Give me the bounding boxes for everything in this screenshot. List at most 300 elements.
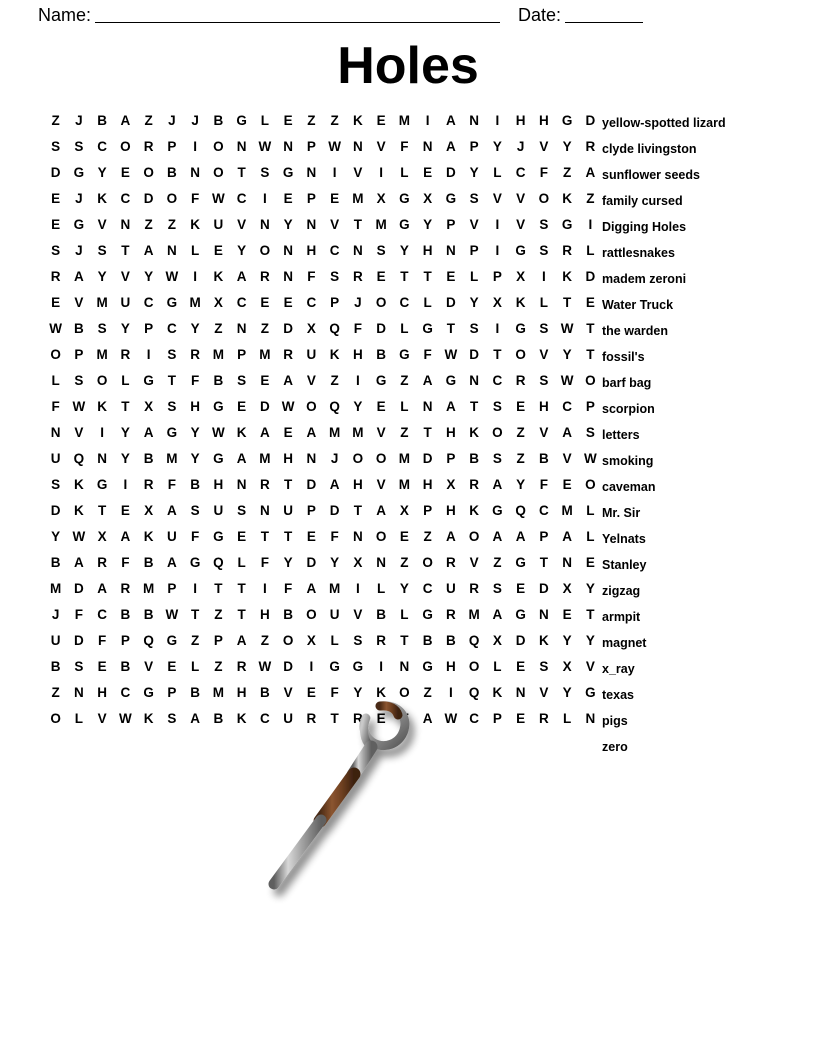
word-list-item[interactable]: x_ray — [602, 662, 635, 676]
word-list-item[interactable]: letters — [602, 428, 640, 442]
grid-cell[interactable]: K — [469, 503, 479, 518]
grid-cell[interactable]: X — [492, 633, 502, 648]
grid-cell[interactable]: B — [213, 373, 224, 388]
grid-cell[interactable]: V — [376, 477, 386, 492]
grid-cell[interactable]: P — [237, 347, 247, 362]
grid-cell[interactable]: T — [563, 295, 572, 310]
grid-cell[interactable]: T — [214, 581, 223, 596]
grid-cell[interactable]: W — [560, 321, 574, 336]
grid-cell[interactable]: Z — [191, 633, 200, 648]
grid-cell[interactable]: L — [400, 399, 409, 414]
word-list-item[interactable]: pigs — [602, 714, 628, 728]
grid-cell[interactable]: A — [562, 529, 572, 544]
date-input-line[interactable] — [565, 7, 643, 23]
word-list-item[interactable]: caveman — [602, 480, 656, 494]
grid-cell[interactable]: B — [97, 113, 107, 128]
grid-cell[interactable]: B — [283, 607, 293, 622]
grid-cell[interactable]: X — [213, 295, 223, 310]
grid-cell[interactable]: F — [98, 633, 107, 648]
grid-cell[interactable]: I — [541, 269, 546, 284]
grid-cell[interactable]: Z — [167, 217, 176, 232]
grid-cell[interactable]: S — [74, 139, 84, 154]
grid-cell[interactable]: R — [539, 711, 549, 726]
grid-cell[interactable]: H — [422, 477, 433, 492]
grid-cell[interactable]: L — [260, 113, 269, 128]
grid-cell[interactable]: Y — [190, 425, 200, 440]
grid-cell[interactable]: E — [516, 399, 526, 414]
grid-cell[interactable]: L — [563, 711, 572, 726]
grid-cell[interactable]: Y — [330, 555, 340, 570]
grid-cell[interactable]: U — [283, 711, 293, 726]
word-list-item[interactable]: texas — [602, 688, 634, 702]
grid-cell[interactable]: S — [469, 321, 479, 336]
grid-cell[interactable]: O — [585, 477, 596, 492]
grid-cell[interactable]: V — [516, 191, 526, 206]
grid-cell[interactable]: O — [492, 425, 503, 440]
grid-cell[interactable]: R — [120, 581, 131, 596]
grid-cell[interactable]: O — [306, 607, 317, 622]
grid-cell[interactable]: D — [74, 633, 84, 648]
grid-cell[interactable]: V — [97, 217, 107, 232]
grid-cell[interactable]: O — [306, 399, 317, 414]
grid-cell[interactable]: E — [283, 191, 293, 206]
grid-cell[interactable]: Z — [516, 425, 525, 440]
grid-cell[interactable]: Z — [493, 555, 502, 570]
grid-cell[interactable]: G — [515, 243, 526, 258]
grid-cell[interactable]: Z — [330, 373, 339, 388]
grid-cell[interactable]: E — [306, 529, 316, 544]
grid-cell[interactable]: I — [193, 269, 197, 284]
grid-cell[interactable]: O — [538, 191, 550, 206]
grid-cell[interactable]: E — [167, 659, 177, 674]
word-list-item[interactable]: family cursed — [602, 194, 683, 208]
grid-cell[interactable]: A — [283, 373, 293, 388]
grid-cell[interactable]: G — [399, 347, 410, 362]
grid-cell[interactable]: F — [353, 321, 362, 336]
grid-cell[interactable]: O — [166, 191, 178, 206]
grid-cell[interactable]: M — [189, 295, 201, 310]
grid-cell[interactable]: D — [376, 321, 386, 336]
grid-cell[interactable]: A — [329, 477, 340, 492]
grid-cell[interactable]: K — [562, 191, 572, 206]
grid-cell[interactable]: E — [120, 165, 130, 180]
grid-cell[interactable]: L — [586, 529, 595, 544]
grid-cell[interactable]: V — [539, 685, 549, 700]
grid-cell[interactable]: P — [492, 711, 502, 726]
grid-cell[interactable]: R — [236, 659, 247, 674]
grid-cell[interactable]: X — [399, 503, 409, 518]
grid-cell[interactable]: P — [120, 633, 130, 648]
grid-cell[interactable]: T — [539, 555, 548, 570]
grid-cell[interactable]: M — [398, 477, 410, 492]
grid-cell[interactable]: K — [329, 347, 340, 362]
grid-cell[interactable]: U — [446, 581, 456, 596]
grid-cell[interactable]: Y — [562, 633, 572, 648]
grid-cell[interactable]: E — [283, 295, 293, 310]
grid-cell[interactable]: N — [306, 451, 317, 466]
grid-cell[interactable]: I — [379, 659, 383, 674]
grid-cell[interactable]: X — [516, 269, 526, 284]
grid-cell[interactable]: L — [237, 555, 246, 570]
grid-cell[interactable]: I — [495, 243, 500, 258]
grid-cell[interactable]: K — [97, 191, 107, 206]
grid-cell[interactable]: C — [167, 321, 177, 336]
grid-cell[interactable]: R — [562, 243, 572, 258]
grid-cell[interactable]: S — [74, 659, 84, 674]
grid-cell[interactable]: B — [143, 555, 154, 570]
grid-cell[interactable]: H — [353, 477, 363, 492]
grid-cell[interactable]: M — [212, 347, 224, 362]
grid-cell[interactable]: G — [399, 191, 410, 206]
grid-cell[interactable]: D — [283, 321, 293, 336]
grid-cell[interactable]: T — [191, 607, 200, 622]
grid-cell[interactable]: N — [539, 607, 549, 622]
grid-cell[interactable]: H — [515, 113, 526, 128]
grid-cell[interactable]: E — [260, 373, 270, 388]
grid-cell[interactable]: C — [120, 685, 131, 700]
grid-cell[interactable]: W — [258, 659, 272, 674]
grid-cell[interactable]: X — [423, 191, 433, 206]
grid-cell[interactable]: T — [423, 425, 432, 440]
grid-cell[interactable]: C — [329, 243, 340, 258]
grid-cell[interactable]: G — [96, 477, 108, 492]
grid-cell[interactable]: C — [492, 373, 503, 388]
grid-cell[interactable]: K — [353, 113, 363, 128]
grid-cell[interactable]: R — [190, 347, 200, 362]
grid-cell[interactable]: A — [446, 399, 456, 414]
grid-cell[interactable]: D — [50, 503, 61, 518]
grid-cell[interactable]: R — [469, 581, 479, 596]
grid-cell[interactable]: A — [446, 139, 456, 154]
grid-cell[interactable]: Y — [120, 451, 130, 466]
grid-cell[interactable]: L — [400, 607, 409, 622]
grid-cell[interactable]: Y — [423, 217, 433, 232]
grid-cell[interactable]: E — [51, 191, 61, 206]
grid-cell[interactable]: Z — [516, 451, 525, 466]
grid-cell[interactable]: R — [353, 711, 363, 726]
grid-cell[interactable]: R — [283, 347, 293, 362]
grid-cell[interactable]: J — [354, 295, 362, 310]
grid-cell[interactable]: R — [120, 347, 131, 362]
grid-cell[interactable]: J — [75, 243, 83, 258]
grid-cell[interactable]: V — [237, 217, 247, 232]
grid-cell[interactable]: R — [143, 477, 154, 492]
grid-cell[interactable]: P — [213, 633, 223, 648]
grid-cell[interactable]: A — [143, 243, 154, 258]
grid-cell[interactable]: G — [515, 607, 526, 622]
grid-cell[interactable]: C — [236, 295, 247, 310]
grid-cell[interactable]: I — [262, 191, 267, 206]
grid-cell[interactable]: S — [469, 191, 479, 206]
grid-cell[interactable]: S — [51, 243, 61, 258]
grid-cell[interactable]: N — [422, 399, 433, 414]
grid-cell[interactable]: B — [469, 451, 479, 466]
grid-cell[interactable]: C — [515, 165, 526, 180]
grid-cell[interactable]: G — [282, 165, 294, 180]
grid-cell[interactable]: K — [143, 711, 154, 726]
grid-cell[interactable]: A — [492, 477, 503, 492]
grid-cell[interactable]: A — [422, 373, 433, 388]
grid-cell[interactable]: N — [353, 529, 363, 544]
grid-cell[interactable]: R — [446, 555, 456, 570]
grid-cell[interactable]: H — [260, 607, 270, 622]
grid-cell[interactable]: E — [330, 191, 340, 206]
grid-cell[interactable]: S — [492, 581, 502, 596]
grid-cell[interactable]: W — [212, 425, 225, 440]
grid-cell[interactable]: Z — [51, 113, 60, 128]
grid-cell[interactable]: A — [236, 269, 247, 284]
grid-cell[interactable]: D — [283, 659, 293, 674]
grid-cell[interactable]: I — [262, 581, 267, 596]
grid-cell[interactable]: A — [74, 555, 84, 570]
grid-cell[interactable]: A — [143, 425, 154, 440]
grid-cell[interactable]: P — [167, 581, 177, 596]
grid-cell[interactable]: Q — [329, 321, 340, 336]
grid-cell[interactable]: J — [168, 113, 176, 128]
word-list-item[interactable]: Digging Holes — [602, 220, 687, 234]
grid-cell[interactable]: G — [213, 529, 224, 544]
grid-cell[interactable]: A — [562, 425, 572, 440]
grid-cell[interactable]: G — [143, 373, 154, 388]
grid-cell[interactable]: S — [353, 633, 363, 648]
grid-cell[interactable]: X — [97, 529, 107, 544]
grid-cell[interactable]: E — [51, 217, 61, 232]
grid-cell[interactable]: C — [236, 191, 247, 206]
grid-cell[interactable]: Y — [190, 321, 200, 336]
grid-cell[interactable]: V — [283, 685, 293, 700]
grid-cell[interactable]: P — [306, 191, 316, 206]
grid-cell[interactable]: E — [97, 659, 107, 674]
grid-cell[interactable]: V — [353, 607, 363, 622]
grid-cell[interactable]: D — [446, 295, 456, 310]
grid-cell[interactable]: T — [237, 607, 246, 622]
grid-cell[interactable]: M — [561, 503, 573, 518]
grid-cell[interactable]: W — [444, 711, 458, 726]
grid-cell[interactable]: E — [446, 269, 456, 284]
grid-cell[interactable]: S — [190, 503, 200, 518]
grid-cell[interactable]: G — [422, 659, 433, 674]
grid-cell[interactable]: V — [120, 269, 130, 284]
grid-cell[interactable]: S — [492, 451, 502, 466]
grid-cell[interactable]: G — [236, 113, 247, 128]
grid-cell[interactable]: T — [493, 347, 502, 362]
grid-cell[interactable]: W — [584, 451, 597, 466]
grid-cell[interactable]: I — [193, 581, 197, 596]
grid-cell[interactable]: S — [237, 503, 247, 518]
grid-cell[interactable]: P — [469, 139, 479, 154]
grid-cell[interactable]: Y — [469, 295, 479, 310]
grid-cell[interactable]: X — [446, 477, 456, 492]
grid-cell[interactable]: I — [495, 321, 500, 336]
grid-cell[interactable]: Y — [283, 555, 293, 570]
grid-cell[interactable]: G — [422, 607, 433, 622]
grid-cell[interactable]: L — [539, 295, 548, 310]
grid-cell[interactable]: F — [74, 607, 83, 622]
grid-cell[interactable]: N — [190, 165, 200, 180]
grid-cell[interactable]: E — [376, 711, 386, 726]
grid-cell[interactable]: B — [213, 711, 224, 726]
grid-cell[interactable]: H — [539, 399, 549, 414]
word-list-item[interactable]: sunflower seeds — [602, 168, 700, 182]
grid-cell[interactable]: A — [260, 425, 270, 440]
grid-cell[interactable]: O — [352, 451, 364, 466]
grid-cell[interactable]: N — [283, 269, 293, 284]
grid-cell[interactable]: A — [515, 529, 526, 544]
grid-cell[interactable]: A — [167, 503, 177, 518]
grid-cell[interactable]: E — [237, 399, 247, 414]
grid-cell[interactable]: T — [400, 633, 409, 648]
grid-cell[interactable]: Y — [97, 269, 107, 284]
grid-cell[interactable]: B — [213, 113, 224, 128]
grid-cell[interactable]: J — [75, 113, 83, 128]
grid-cell[interactable]: Y — [353, 685, 363, 700]
grid-cell[interactable]: H — [236, 685, 247, 700]
grid-cell[interactable]: N — [469, 113, 479, 128]
grid-cell[interactable]: Z — [214, 659, 223, 674]
grid-cell[interactable]: G — [329, 659, 340, 674]
grid-cell[interactable]: A — [74, 269, 84, 284]
grid-cell[interactable]: O — [50, 711, 61, 726]
grid-cell[interactable]: D — [539, 581, 549, 596]
grid-cell[interactable]: P — [167, 685, 177, 700]
grid-cell[interactable]: G — [213, 399, 224, 414]
grid-cell[interactable]: F — [121, 555, 130, 570]
grid-cell[interactable]: B — [376, 347, 386, 362]
grid-cell[interactable]: Z — [260, 321, 269, 336]
word-list-item[interactable]: rattlesnakes — [602, 246, 675, 260]
grid-cell[interactable]: O — [213, 165, 224, 180]
grid-cell[interactable]: Y — [399, 581, 409, 596]
grid-cell[interactable]: Y — [51, 529, 61, 544]
grid-cell[interactable]: K — [74, 503, 84, 518]
grid-cell[interactable]: T — [446, 321, 455, 336]
grid-cell[interactable]: W — [444, 347, 458, 362]
grid-cell[interactable]: Z — [563, 165, 572, 180]
grid-cell[interactable]: A — [236, 633, 247, 648]
grid-cell[interactable]: M — [352, 425, 364, 440]
grid-cell[interactable]: A — [306, 581, 317, 596]
grid-cell[interactable]: R — [585, 139, 596, 154]
grid-cell[interactable]: B — [190, 685, 200, 700]
grid-cell[interactable]: Z — [400, 373, 409, 388]
grid-cell[interactable]: V — [330, 217, 340, 232]
grid-cell[interactable]: Y — [562, 139, 572, 154]
grid-cell[interactable]: G — [352, 659, 364, 674]
grid-cell[interactable]: Y — [120, 321, 130, 336]
grid-cell[interactable]: T — [330, 711, 339, 726]
grid-cell[interactable]: W — [212, 191, 225, 206]
grid-cell[interactable]: V — [585, 659, 595, 674]
grid-cell[interactable]: Y — [585, 633, 595, 648]
grid-cell[interactable]: O — [96, 373, 108, 388]
grid-cell[interactable]: M — [329, 581, 341, 596]
word-list-item[interactable]: smoking — [602, 454, 654, 468]
grid-cell[interactable]: H — [190, 399, 200, 414]
grid-cell[interactable]: F — [191, 529, 200, 544]
grid-cell[interactable]: C — [562, 399, 572, 414]
grid-cell[interactable]: Q — [73, 451, 85, 466]
grid-cell[interactable]: K — [376, 685, 386, 700]
grid-cell[interactable]: Z — [144, 113, 153, 128]
grid-cell[interactable]: T — [586, 607, 595, 622]
grid-cell[interactable]: P — [144, 321, 154, 336]
grid-cell[interactable]: G — [73, 217, 85, 232]
grid-cell[interactable]: H — [213, 477, 224, 492]
grid-cell[interactable]: S — [74, 373, 84, 388]
grid-cell[interactable]: Y — [120, 425, 130, 440]
grid-cell[interactable]: S — [51, 139, 61, 154]
grid-cell[interactable]: E — [516, 711, 526, 726]
grid-cell[interactable]: V — [376, 139, 386, 154]
grid-cell[interactable]: V — [353, 165, 363, 180]
grid-cell[interactable]: Z — [400, 555, 409, 570]
grid-cell[interactable]: A — [97, 581, 107, 596]
grid-cell[interactable]: R — [260, 269, 270, 284]
grid-cell[interactable]: R — [260, 477, 270, 492]
word-list-item[interactable]: madem zeroni — [602, 272, 687, 286]
grid-cell[interactable]: M — [50, 581, 62, 596]
grid-cell[interactable]: R — [376, 633, 386, 648]
grid-cell[interactable]: S — [539, 321, 549, 336]
grid-cell[interactable]: W — [258, 139, 272, 154]
grid-cell[interactable]: L — [191, 659, 200, 674]
grid-cell[interactable]: G — [445, 373, 457, 388]
grid-cell[interactable]: K — [236, 425, 247, 440]
grid-cell[interactable]: I — [448, 685, 453, 700]
grid-cell[interactable]: U — [50, 633, 61, 648]
grid-cell[interactable]: X — [492, 295, 502, 310]
grid-cell[interactable]: A — [585, 165, 596, 180]
grid-cell[interactable]: B — [190, 477, 200, 492]
grid-cell[interactable]: O — [399, 685, 410, 700]
grid-cell[interactable]: P — [446, 451, 456, 466]
grid-cell[interactable]: E — [423, 165, 433, 180]
grid-cell[interactable]: R — [353, 269, 363, 284]
grid-cell[interactable]: I — [588, 217, 593, 232]
grid-cell[interactable]: Y — [190, 451, 200, 466]
grid-cell[interactable]: Z — [260, 633, 269, 648]
grid-cell[interactable]: V — [74, 425, 84, 440]
grid-cell[interactable]: O — [375, 295, 387, 310]
grid-cell[interactable]: A — [446, 529, 456, 544]
grid-cell[interactable]: T — [423, 269, 432, 284]
grid-cell[interactable]: Z — [400, 425, 409, 440]
grid-cell[interactable]: Q — [468, 633, 480, 648]
grid-cell[interactable]: P — [306, 503, 316, 518]
grid-cell[interactable]: E — [120, 503, 130, 518]
grid-cell[interactable]: N — [283, 139, 293, 154]
grid-cell[interactable]: F — [284, 581, 293, 596]
grid-cell[interactable]: K — [74, 477, 84, 492]
grid-cell[interactable]: N — [399, 659, 410, 674]
grid-cell[interactable]: Z — [214, 607, 223, 622]
grid-cell[interactable]: Z — [51, 685, 60, 700]
grid-cell[interactable]: C — [539, 503, 549, 518]
grid-cell[interactable]: N — [236, 321, 247, 336]
grid-cell[interactable]: R — [143, 139, 154, 154]
grid-cell[interactable]: X — [376, 191, 386, 206]
grid-cell[interactable]: V — [492, 191, 502, 206]
grid-cell[interactable]: W — [165, 607, 179, 622]
grid-cell[interactable]: H — [422, 243, 433, 258]
grid-cell[interactable]: S — [492, 399, 502, 414]
grid-cell[interactable]: V — [74, 295, 84, 310]
grid-cell[interactable]: I — [309, 659, 314, 674]
grid-cell[interactable]: A — [167, 555, 177, 570]
grid-cell[interactable]: D — [469, 347, 479, 362]
grid-cell[interactable]: T — [400, 711, 409, 726]
grid-cell[interactable]: N — [50, 425, 61, 440]
